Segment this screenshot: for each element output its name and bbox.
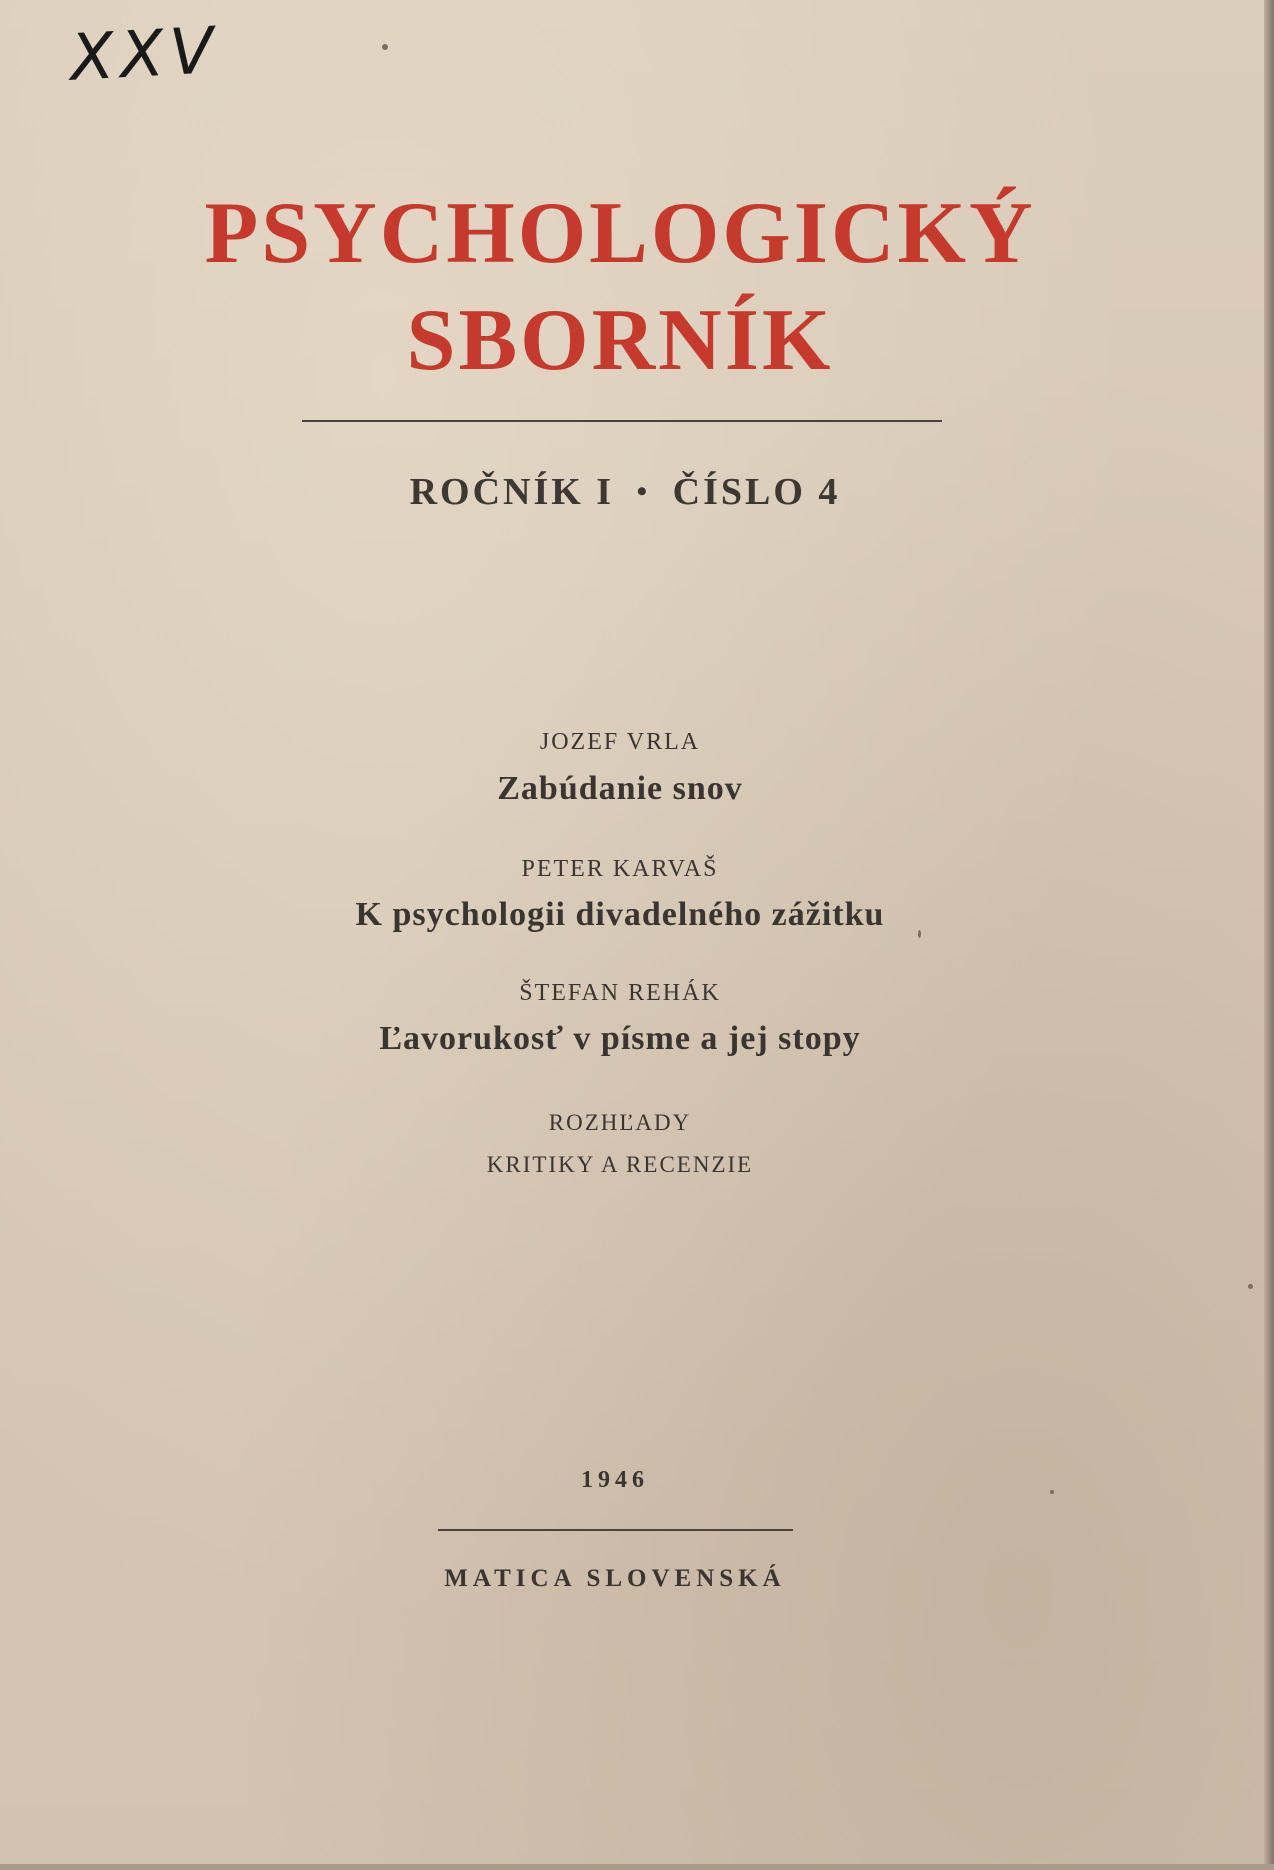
author-1: JOZEF VRLA bbox=[539, 729, 701, 755]
article-title-2: K psychologii divadelného zážitku bbox=[355, 896, 885, 933]
section-kritiky: KRITIKY A RECENZIE bbox=[486, 1152, 754, 1177]
paper-speck bbox=[918, 930, 921, 938]
author-2: PETER KARVAŠ bbox=[521, 856, 719, 882]
title-line-1: PSYCHOLOGICKÝ bbox=[204, 185, 1036, 282]
author-3: ŠTEFAN REHÁK bbox=[519, 980, 721, 1006]
volume-rocnik: ROČNÍK I bbox=[409, 471, 615, 513]
paper-speck bbox=[1050, 1490, 1054, 1494]
article-title-1: Zabúdanie snov bbox=[497, 770, 743, 807]
bottom-divider bbox=[438, 1529, 793, 1531]
publication-year: 1946 bbox=[581, 1467, 649, 1493]
cover-edge-right bbox=[1264, 0, 1274, 1870]
handwritten-note: XXV bbox=[68, 14, 222, 96]
top-divider bbox=[302, 420, 942, 422]
title-line-2: SBORNÍK bbox=[406, 292, 834, 389]
section-rozhlady: ROZHĽADY bbox=[548, 1110, 692, 1135]
cover-edge-bottom bbox=[0, 1864, 1274, 1870]
volume-line bbox=[0, 470, 1250, 514]
volume-cislo: ČÍSLO 4 bbox=[672, 471, 841, 513]
volume-separator: • bbox=[636, 475, 651, 508]
article-title-3: Ľavorukosť v písme a jej stopy bbox=[379, 1020, 861, 1057]
paper-speck bbox=[382, 44, 388, 50]
paper-speck bbox=[1248, 1284, 1253, 1289]
publisher: MATICA SLOVENSKÁ bbox=[444, 1565, 786, 1592]
